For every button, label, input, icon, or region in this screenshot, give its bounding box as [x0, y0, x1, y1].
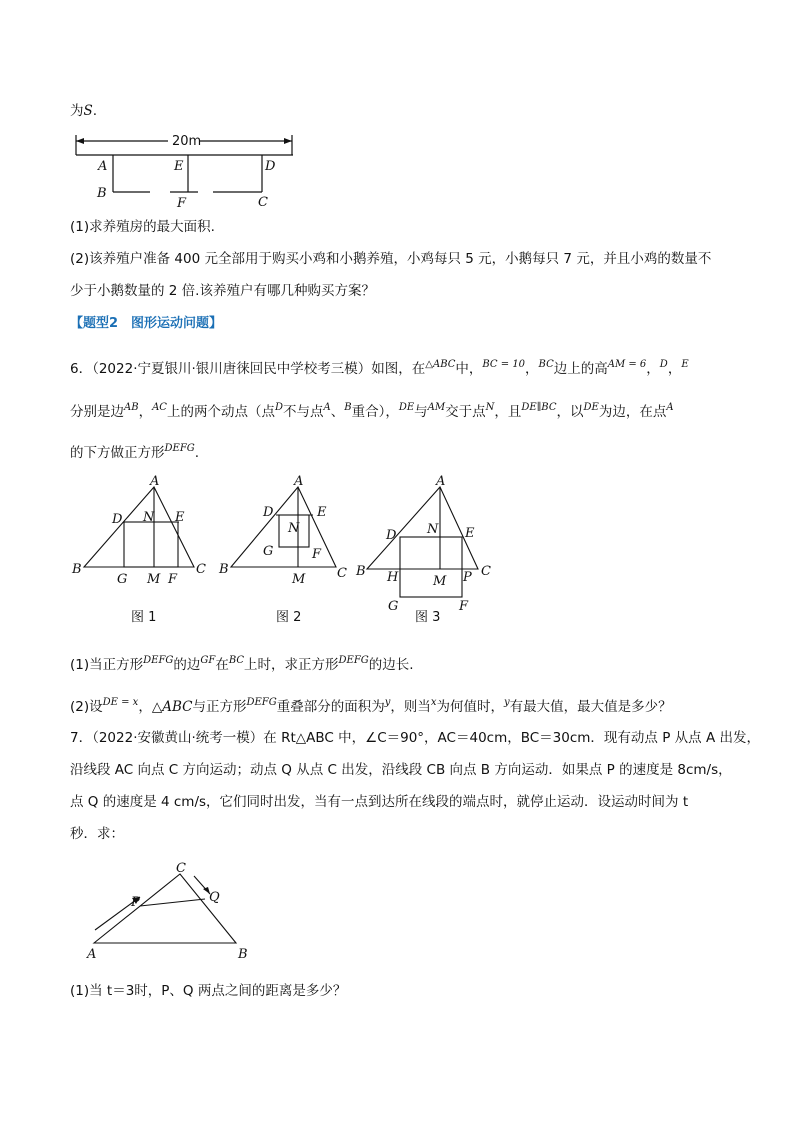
- fig1-F: F: [168, 572, 178, 587]
- q6-p2-tri: △ABC: [151, 699, 193, 715]
- fig1-G: G: [117, 572, 128, 587]
- fig1-N: N: [143, 510, 155, 525]
- fig2-G: G: [263, 544, 274, 559]
- fig3-caption: 图 3: [415, 610, 441, 625]
- q6-l1-text-c: ，: [525, 361, 539, 377]
- fig1-C: C: [196, 562, 206, 577]
- q6-l2-h: 交于点: [445, 404, 486, 420]
- fig3-E: E: [465, 526, 475, 541]
- q6-p1-e: 的边长.: [368, 657, 414, 673]
- fig1-B: B: [72, 562, 82, 577]
- q6-l2-AB: AB: [124, 402, 139, 413]
- fig3-D: D: [386, 528, 397, 543]
- fig7-B: B: [238, 947, 248, 962]
- q6-l2-B: B: [344, 402, 352, 413]
- fig3-M: M: [433, 574, 447, 589]
- fig3-F: F: [459, 599, 469, 614]
- q6-l2-AC: AC: [152, 402, 167, 413]
- q6-p2-f: 为何值时，: [436, 699, 505, 715]
- fig2-C: C: [337, 566, 347, 581]
- q6-p1-BC: BC: [228, 655, 244, 666]
- q6-l2-k: 为边，在点: [598, 404, 667, 420]
- q6-l1-text-d: 边上的高: [553, 361, 608, 377]
- fig3-B: B: [356, 564, 366, 579]
- width-label: 20m: [172, 134, 202, 149]
- q5-part2-line1: (2)该养殖户准备 400 元全部用于购买小鸡和小鹅养殖，小鸡每只 5 元，小鹅每只 7 元，并且小鸡的数量不: [70, 251, 712, 267]
- fig2-caption: 图 2: [276, 610, 302, 625]
- fig2-A: A: [294, 474, 304, 489]
- fig7-C: C: [176, 861, 186, 876]
- q6-p2-g: 有最大值，最大值是多少？: [509, 699, 672, 715]
- q6-p2-d: 重叠部分的面积为: [276, 699, 385, 715]
- fig7-Q: Q: [209, 890, 220, 905]
- q7-line3: 点 Q 的速度是 4 cm/s，它们同时出发，当有一点到达所在线段的端点时，就停止运动．设运动时间为 t: [70, 794, 689, 810]
- q5-part1: (1)求养殖房的最大面积.: [70, 219, 215, 235]
- q6-l1-text-b: 中，: [455, 361, 483, 377]
- fig1-D: D: [112, 512, 123, 527]
- q6-l3-b: .: [194, 445, 200, 461]
- q6-l1-E: E: [681, 359, 689, 370]
- q6-p2-y: y: [384, 697, 391, 708]
- fig2-B: B: [219, 562, 229, 577]
- q6-l3-sq: DEFG: [164, 443, 195, 454]
- q6-p2-sq: DEFG: [246, 697, 277, 708]
- label-D: D: [265, 159, 276, 174]
- fig1-M: M: [147, 572, 161, 587]
- q6-l2-g: 与: [414, 404, 428, 420]
- q6-p2-y2: y: [504, 697, 510, 708]
- fig1-A: A: [150, 474, 160, 489]
- q7-part1: (1)当 t＝3时，P、Q 两点之间的距离是多少？: [70, 983, 347, 999]
- fig1-E: E: [175, 510, 185, 525]
- q7-line4: 秒．求：: [70, 826, 124, 842]
- label-E: E: [174, 159, 184, 174]
- fig2-F: F: [312, 547, 322, 562]
- q6-p1-sq2: DEFG: [338, 655, 369, 666]
- q6-l2-D: D: [274, 402, 283, 413]
- q6-p2-e: ，则当: [390, 699, 431, 715]
- fig2-M: M: [292, 572, 306, 587]
- q6-l2-f: 重合），: [351, 404, 399, 420]
- q6-l2-c: 上的两个动点（点: [166, 404, 275, 420]
- q6-l1-text-e: ，: [646, 361, 660, 377]
- q6-l2-A: A: [323, 402, 331, 413]
- q6-l2-N: N: [485, 402, 495, 413]
- q6-p1-sq: DEFG: [143, 655, 174, 666]
- q6-l1-D: D: [659, 359, 668, 370]
- q6-l2-d: 不与点: [282, 404, 324, 420]
- fig7-P: P: [131, 895, 140, 910]
- q6-l1-am: AM = 6: [607, 359, 647, 370]
- fig2-D: D: [263, 505, 274, 520]
- q6-l1-tri: △ABC: [425, 359, 456, 370]
- q6-p2-c: 与正方形: [192, 699, 247, 715]
- q6-p2-a: (2)设: [70, 699, 103, 715]
- fig3-H: H: [387, 570, 399, 585]
- q6-l2-b: ，: [138, 404, 153, 420]
- fig7-PQ: [140, 899, 205, 906]
- label-A: A: [98, 159, 108, 174]
- q6-l2-A2: A: [666, 402, 674, 413]
- q6-p2-de: DE = x: [102, 697, 139, 708]
- q6-l1-bc: BC = 10: [482, 359, 526, 370]
- q6-l2-AM: AM: [427, 402, 446, 413]
- intro-prefix: 为: [70, 103, 84, 119]
- fig7-A: A: [87, 947, 97, 962]
- q6-l1-text-a: 6．（2022·宁夏银川·银川唐徕回民中学校考三模）如图，在: [70, 361, 426, 377]
- label-F: F: [177, 196, 187, 211]
- q6-l2-a: 分别是边: [70, 404, 124, 420]
- q6-l2-DE: DE: [398, 402, 415, 413]
- fig2-N: N: [288, 521, 300, 536]
- fig3-G: G: [388, 599, 399, 614]
- label-C: C: [258, 195, 268, 210]
- label-B: B: [97, 186, 107, 201]
- fig3-P: P: [463, 570, 472, 585]
- q6-l2-e: 、: [330, 404, 345, 420]
- fig3-A: A: [436, 474, 446, 489]
- q6-p1-b: 的边: [173, 657, 201, 673]
- q6-l1-bc2: BC: [538, 359, 554, 370]
- q6-l2-j: ，以: [556, 404, 584, 420]
- q6-p1-GF: GF: [200, 655, 216, 666]
- intro-suffix: .: [92, 103, 98, 119]
- q6-l2-par: DE∥BC: [521, 402, 557, 413]
- q5-part2-line2: 少于小鹅数量的 2 倍.该养殖户有哪几种购买方案？: [70, 283, 375, 299]
- q6-l2-DE2: DE: [583, 402, 599, 413]
- q6-p2-b: ，: [138, 699, 152, 715]
- q6-l3-a: 的下方做正方形: [70, 445, 165, 461]
- fig2-E: E: [317, 505, 327, 520]
- q7-line1: 7．（2022·安徽黄山·统考一模）在 Rt△ABC 中，∠C＝90°，AC＝40cm，BC＝30cm．现有动点 P 从点 A 出发，: [70, 730, 760, 746]
- section-heading: 【题型2 图形运动问题】: [70, 316, 223, 331]
- q6-p1-a: (1)当正方形: [70, 657, 144, 673]
- intro-var: S: [83, 103, 93, 119]
- q6-p1-d: 上时，求正方形: [244, 657, 339, 673]
- q7-line2: 沿线段 AC 向点 C 方向运动；动点 Q 从点 C 出发，沿线段 CB 向点 B 方向运动．如果点 P 的速度是 8cm/s，: [70, 762, 732, 778]
- fig3-C: C: [481, 564, 491, 579]
- q6-l2-i: ，且: [494, 404, 522, 420]
- fig1-caption: 图 1: [131, 610, 157, 625]
- q6-p2-x: x: [430, 697, 437, 708]
- fig7-triangle: [94, 874, 236, 943]
- q6-l1-text-f: ，: [667, 361, 682, 377]
- fig3-N: N: [427, 522, 439, 537]
- q6-p1-c: 在: [215, 657, 229, 673]
